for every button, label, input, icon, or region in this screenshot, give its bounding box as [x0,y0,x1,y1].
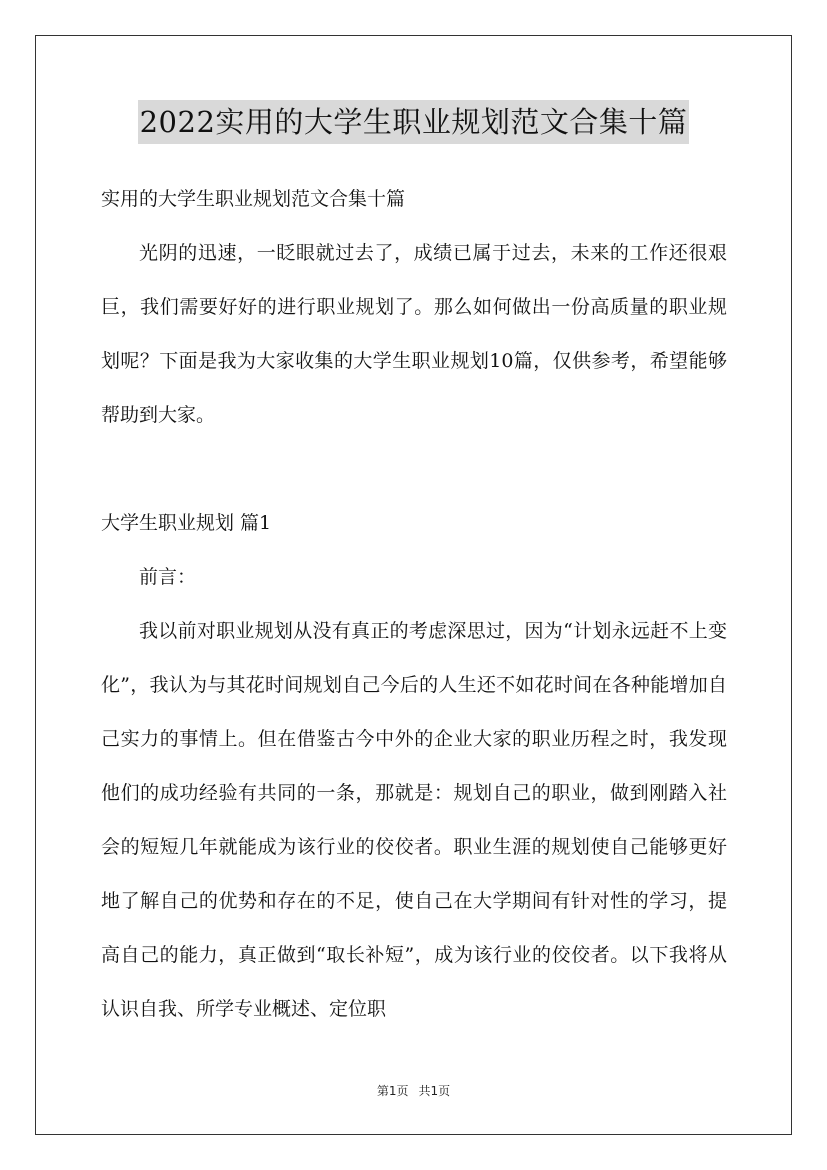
intro-paragraph: 光阴的迅速，一眨眼就过去了，成绩已属于过去，未来的工作还很艰巨，我们需要好好的进行职业规划了。那么如何做出一份高质量的职业规划呢？下面是我为大家收集的大学生职业规划10篇，仅供参考，希望能够帮助到大家。 [101,242,727,426]
body-paragraph: 我以前对职业规划从没有真正的考虑深思过，因为“计划永远赶不上变化”，我认为与其花时间规划自己今后的人生还不如花时间在各种能增加自己实力的事情上。但在借鉴古今中外的企业大家的职业历程之时，我发现他们的成功经验有共同的一条，那就是：规划自己的职业，做到刚踏入社会的短短几年就能成为该行业的佼佼者。职业生涯的规划使自己能够更好地了解自己的优势和存在的不足，使自己在大学期间有针对性的学习，提高自己的能力，真正做到“取长补短”，成为该行业的佼佼者。以下我将从认识自我、所学专业概述、定位职 [101,620,727,1020]
page-footer [0,1083,827,1099]
page-number: 第1页 [376,1084,409,1098]
document-body [101,172,727,1036]
document-title: 2022实用的大学生职业规划范文合集十篇 [138,100,690,144]
document-subtitle: 实用的大学生职业规划范文合集十篇 [101,188,406,210]
page-total: 共1页 [418,1084,451,1098]
title-container [0,100,827,144]
section-heading: 大学生职业规划 篇1 [101,512,272,534]
preface-label: 前言： [139,566,197,588]
